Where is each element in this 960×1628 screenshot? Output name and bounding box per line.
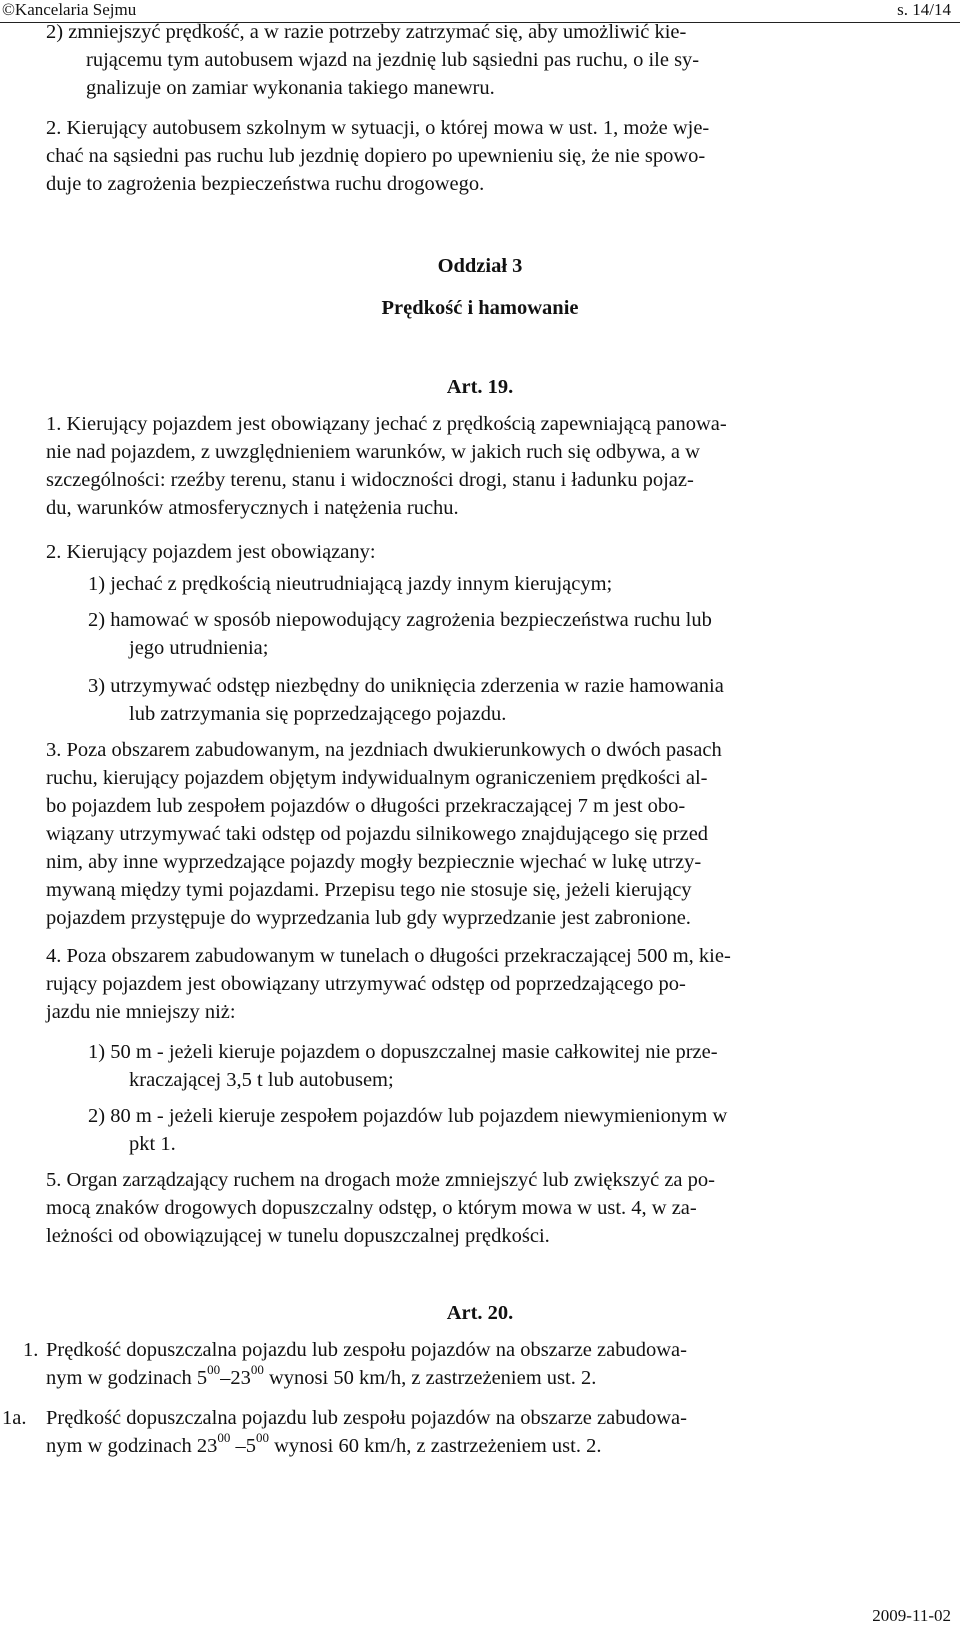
- text-line: du, warunków atmosferycznych i natężenia ruchu.: [46, 497, 459, 519]
- text-line: [46, 1364, 910, 1392]
- art19-paragraph-2: [46, 538, 910, 566]
- superscript: 00: [217, 1430, 231, 1446]
- superscript: 00: [207, 1362, 221, 1378]
- text-line: Prędkość dopuszczalna pojazdu lub zespołu pojazdów na obszarze zabudowa-: [46, 1339, 687, 1361]
- text-line: rującemu tym autobusem wjazd na jezdnię lub sąsiedni pas ruchu, o ile sy-: [86, 49, 700, 71]
- art19-p4-item-2: [88, 1102, 910, 1158]
- text-line: bo pojazdem lub zespołem pojazdów o długości przekraczającej 7 m jest obo-: [46, 795, 686, 817]
- text-line: lub zatrzymania się poprzedzającego pojazdu.: [129, 703, 507, 725]
- text-line: pojazdem przystępuje do wyprzedzania lub gdy wyprzedzanie jest zabronione.: [46, 907, 691, 929]
- text-fragment: wynosi 50 km/h, z zastrzeżeniem ust. 2.: [263, 1367, 597, 1389]
- paragraph-2: [46, 114, 910, 198]
- text-line: 2. Kierujący autobusem szkolnym w sytuacji, o której mowa w ust. 1, może wje-: [46, 117, 710, 139]
- section-title: Oddział 3: [437, 255, 523, 277]
- art19-p4-item-1: [88, 1038, 910, 1094]
- art19-p2-item-1: [88, 570, 910, 598]
- text-fragment: nym w godzinach 5: [46, 1367, 208, 1389]
- text-line: chać na sąsiedni pas ruchu lub jezdnię dopiero po upewnieniu się, że nie spowo-: [46, 145, 706, 167]
- art19-paragraph-3: [46, 736, 910, 932]
- header-page-number: s. 14/14: [897, 0, 951, 19]
- text-fragment: nym w godzinach 23: [46, 1435, 218, 1457]
- text-line: Prędkość dopuszczalna pojazdu lub zespołu pojazdów na obszarze zabudowa-: [46, 1407, 687, 1429]
- text-line: 2) zmniejszyć prędkość, a w razie potrzeby zatrzymać się, aby umożliwić kie-: [46, 21, 687, 43]
- text-line: wiązany utrzymywać taki odstęp od pojazdu silnikowego znajdującego się przed: [46, 823, 709, 845]
- art19-paragraph-5: [46, 1166, 910, 1250]
- text-line: pkt 1.: [129, 1133, 176, 1155]
- text-line: 2) hamować w sposób niepowodujący zagrożenia bezpieczeństwa ruchu lub: [88, 609, 712, 631]
- text-fragment: wynosi 60 km/h, z zastrzeżeniem ust. 2.: [269, 1435, 602, 1457]
- article-19-title: Art. 19.: [446, 376, 514, 398]
- text-line: duje to zagrożenia bezpieczeństwa ruchu drogowego.: [46, 173, 485, 195]
- header-source: ©Kancelaria Sejmu: [2, 0, 137, 19]
- text-line: 4. Poza obszarem zabudowanym w tunelach o długości przekraczającej 500 m, kie-: [46, 945, 731, 967]
- footer-date: 2009-11-02: [872, 1606, 951, 1625]
- art19-p2-item-3: [88, 672, 910, 728]
- text-line: kraczającej 3,5 t lub autobusem;: [129, 1069, 394, 1091]
- text-line: 1) 50 m - jeżeli kieruje pojazdem o dopuszczalnej masie całkowitej nie prze-: [88, 1041, 718, 1063]
- art20-p1a-number: 1a.: [2, 1407, 27, 1429]
- art20-paragraph-1: [46, 1336, 910, 1392]
- text-line: rujący pojazdem jest obowiązany utrzymywać odstęp od poprzedzającego po-: [46, 973, 686, 995]
- text-line: 3) utrzymywać odstęp niezbędny do uniknięcia zderzenia w razie hamowania: [88, 675, 724, 697]
- text-line: szczególności: rzeźby terenu, stanu i widoczności drogi, stanu i ładunku pojaz-: [46, 469, 694, 491]
- section-subtitle: Prędkość i hamowanie: [381, 297, 579, 319]
- art19-paragraph-4: [46, 942, 910, 1026]
- text-line: nim, aby inne wyprzedzające pojazdy mogły bezpiecznie wjechać w lukę utrzy-: [46, 851, 702, 873]
- text-line: mywaną między tymi pojazdami. Przepisu tego nie stosuje się, jeżeli kierujący: [46, 879, 692, 901]
- text-line: gnalizuje on zamiar wykonania takiego manewru.: [86, 77, 495, 99]
- superscript: 00: [256, 1430, 269, 1446]
- paragraph-item-2: [46, 18, 910, 102]
- text-line: jego utrudnienia;: [129, 637, 269, 659]
- text-line: ruchu, kierujący pojazdem objętym indywidualnym ograniczeniem prędkości al-: [46, 767, 708, 789]
- art19-p2-item-2: [88, 606, 910, 662]
- text-line: jazdu nie mniejszy niż:: [46, 1001, 236, 1023]
- text-line: 2) 80 m - jeżeli kieruje zespołem pojazdów lub pojazdem niewymienionym w: [88, 1105, 728, 1127]
- text-line: 2. Kierujący pojazdem jest obowiązany:: [46, 541, 376, 563]
- art20-p1-number: 1.: [23, 1339, 39, 1361]
- text-line: 1. Kierujący pojazdem jest obowiązany jechać z prędkością zapewniającą panowa-: [46, 413, 727, 435]
- text-line: 1) jechać z prędkością nieutrudniającą jazdy innym kierującym;: [88, 573, 613, 595]
- text-line: leżności od obowiązującej w tunelu dopuszczalnej prędkości.: [46, 1225, 550, 1247]
- text-line: [46, 1432, 910, 1460]
- text-line: nie nad pojazdem, z uwzględnieniem warunków, w jakich ruch się odbywa, a w: [46, 441, 700, 463]
- text-line: 5. Organ zarządzający ruchem na drogach może zmniejszyć lub zwiększyć za po-: [46, 1169, 715, 1191]
- art20-paragraph-1a: [46, 1404, 910, 1460]
- superscript: 00: [250, 1362, 264, 1378]
- text-line: mocą znaków drogowych dopuszczalny odstęp, o którym mowa w ust. 4, w za-: [46, 1197, 697, 1219]
- article-20-title: Art. 20.: [446, 1302, 514, 1324]
- text-fragment: –23: [220, 1367, 251, 1389]
- art19-paragraph-1: [46, 410, 910, 522]
- text-line: 3. Poza obszarem zabudowanym, na jezdniach dwukierunkowych o dwóch pasach: [46, 739, 722, 761]
- text-fragment: –5: [230, 1435, 256, 1457]
